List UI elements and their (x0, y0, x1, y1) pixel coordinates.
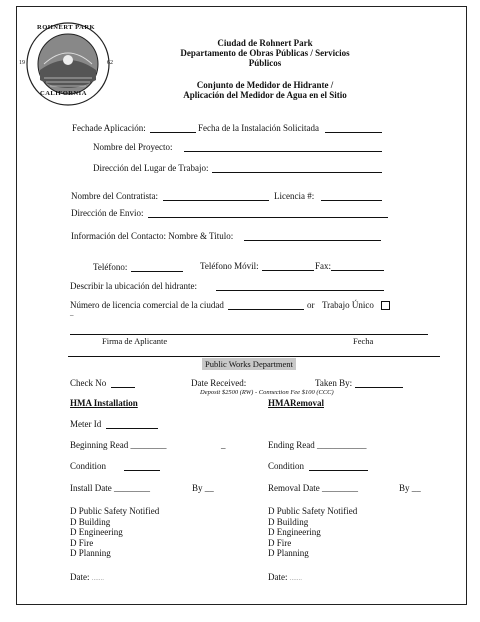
fecha-instalacion-label: Fecha de la Instalación Solicitada (198, 123, 319, 133)
licencia-comercial-field[interactable] (228, 309, 304, 310)
condition-install-field[interactable] (124, 470, 160, 471)
date-label: Date: (268, 572, 288, 582)
install-by-label: By __ (192, 483, 214, 493)
taken-by-label: Taken By: (315, 378, 353, 388)
fecha-aplicacion-label: Fechade Aplicación: (72, 123, 146, 133)
direccion-lugar-field[interactable] (212, 172, 382, 173)
notify-item: D Building (268, 516, 309, 527)
date-received-label: Date Received: (191, 378, 247, 388)
beginning-read-label: Beginning Read ________ (70, 440, 167, 450)
header-department-cont: Públicos (248, 58, 282, 68)
telefono-movil-label: Teléfono Móvil: (200, 261, 259, 271)
seal-right-year: 62 (107, 60, 113, 66)
notify-item: D Building (70, 516, 111, 527)
notify-item: D Public Safety Notified (268, 506, 358, 516)
seal-bottom-text: CALIFORNIA (40, 90, 87, 97)
removal-date-label: Removal Date ________ (268, 483, 358, 493)
fecha-aplicacion-field[interactable] (150, 132, 196, 133)
ending-read-label: Ending Read ___________ (268, 440, 367, 450)
fecha-instalacion-field[interactable] (325, 132, 382, 133)
removal-by-label: By __ (399, 483, 421, 493)
telefono-movil-field[interactable] (262, 270, 314, 271)
notify-item: D Planning (268, 548, 309, 559)
taken-by-field[interactable] (355, 387, 403, 388)
contratista-label: Nombre del Contratista: (71, 191, 158, 201)
notify-item: D Fire (268, 537, 292, 548)
nombre-proyecto-label: Nombre del Proyecto: (93, 142, 173, 152)
removal-notify-list (268, 506, 357, 559)
check-no-field[interactable] (111, 387, 135, 388)
small-dash: – (70, 311, 74, 319)
notify-item: D Engineering (268, 527, 321, 538)
removal-title: HMARemoval (268, 398, 324, 408)
licencia-label: Licencia #: (274, 191, 315, 201)
licencia-comercial-label: Número de licencia comercial de la ciudad (70, 300, 224, 310)
seal-left-year: 19 (19, 60, 25, 66)
dash-mark: _ (221, 440, 226, 450)
contacto-label: Información del Contacto: Nombre & Titulo: (71, 231, 234, 241)
ubicacion-field[interactable] (216, 290, 384, 291)
date-label: Date: (70, 572, 90, 582)
deposit-note: Deposit $2500 (RW) - Connection Fee $100 (CCC) (200, 389, 334, 396)
notify-item: D Public Safety Notified (70, 506, 160, 516)
ubicacion-label: Describir la ubicación del hidrante: (70, 281, 197, 291)
install-title: HMA Installation (70, 398, 138, 408)
condition-removal-field[interactable] (309, 470, 368, 471)
firma-line[interactable] (70, 334, 428, 335)
seal-top-text: ROHNERT PARK (37, 24, 96, 31)
fax-field[interactable] (331, 270, 384, 271)
direccion-lugar-label: Dirección del Lugar de Trabajo: (93, 163, 209, 173)
condition-install-label: Condition (70, 461, 107, 471)
notify-item: D Planning (70, 548, 111, 559)
contratista-field[interactable] (163, 200, 269, 201)
notify-item: D Fire (70, 537, 94, 548)
pwd-title (202, 359, 296, 369)
meter-id-field[interactable] (106, 428, 158, 429)
or-label: or (307, 300, 315, 310)
section-divider (68, 356, 440, 357)
fax-label: Fax: (315, 261, 332, 271)
removal-date-footer (268, 572, 302, 582)
trabajo-unico-checkbox[interactable] (381, 301, 390, 310)
header-form-title: Conjunto de Medidor de Hidrante / (196, 80, 334, 90)
fecha-label: Fecha (353, 336, 374, 346)
date-dots[interactable]: ....... (289, 574, 302, 582)
install-notify-list (70, 506, 159, 559)
licencia-field[interactable] (321, 200, 382, 201)
check-no-label: Check No (70, 378, 107, 388)
firma-label: Firma de Aplicante (102, 336, 168, 346)
direccion-envio-label: Dirección de Envio: (71, 208, 144, 218)
date-dots[interactable]: ....... (91, 574, 104, 582)
direccion-envio-field[interactable] (148, 217, 388, 218)
notify-item: D Engineering (70, 527, 123, 538)
contacto-field[interactable] (244, 240, 381, 241)
telefono-label: Teléfono: (93, 262, 128, 272)
header-department: Departamento de Obras Públicas / Servicios (180, 48, 350, 58)
telefono-field[interactable] (131, 271, 183, 272)
install-date-footer (70, 572, 104, 582)
header-city: Ciudad de Rohnert Park (217, 38, 313, 48)
pwd-title-text: Public Works Department (202, 358, 296, 370)
header-form-subtitle: Aplicación del Medidor de Agua en el Sitio (183, 90, 347, 100)
condition-removal-label: Condition (268, 461, 305, 471)
nombre-proyecto-field[interactable] (184, 151, 382, 152)
meter-id-label: Meter Id (70, 419, 102, 429)
install-date-label: Install Date ________ (70, 483, 150, 493)
trabajo-unico-label: Trabajo Único (322, 300, 374, 310)
